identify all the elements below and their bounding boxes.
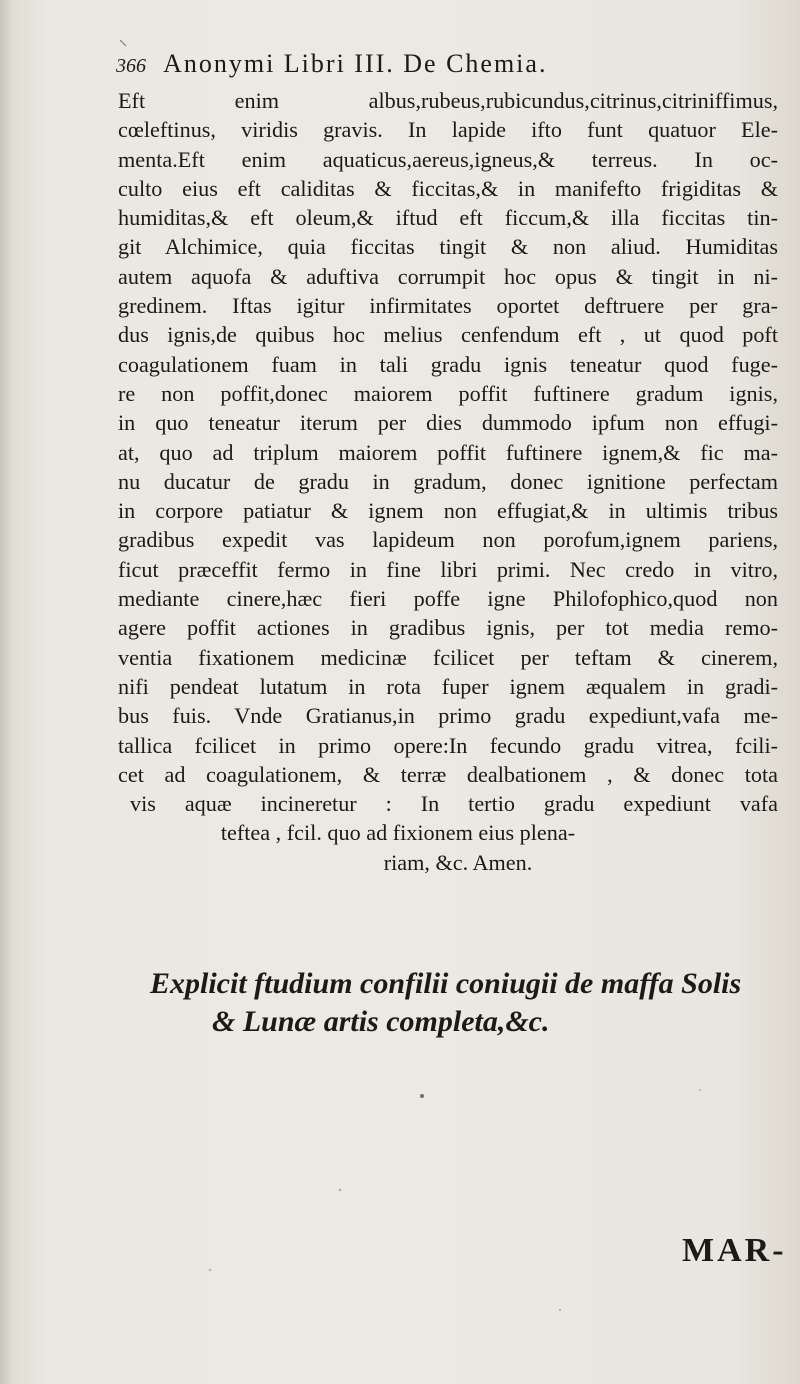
text-line: vis aquæ incineretur : In tertio gradu expediunt vafa <box>130 791 778 817</box>
text-line: gradibus expedit vas lapideum non porofum,ignem pariens, <box>118 527 778 553</box>
text-line: menta.Eft enim aquaticus,aereus,igneus,& terreus. In oc- <box>118 146 778 172</box>
colophon-line: Explicit ftudium confilii coniugii de maffa Solis <box>150 967 742 1000</box>
text-line: dus ignis,de quibus hoc melius cenfendum eft , ut quod poft <box>118 322 778 348</box>
text-line: mediante cinere,hæc fieri poffe igne Philofophico,quod non <box>118 586 778 612</box>
text-line: Eft enim albus,rubeus,rubicundus,citrinus,citriniffimus, <box>118 88 778 113</box>
text-line: riam, &c. Amen. <box>383 849 533 875</box>
text-line: autem aquofa & aduftiva corrumpit hoc opus & tingit in ni- <box>118 263 778 289</box>
text-line: nifi pendeat lutatum in rota fuper ignem æqualem in gradi- <box>118 673 778 699</box>
running-head-title: Anonymi Libri III. De Chemia. <box>163 49 548 78</box>
text-line: coagulationem fuam in tali gradu ignis teneatur quod fuge- <box>118 351 778 377</box>
text-line: in corpore patiatur & ignem non effugiat,& in ultimis tribus <box>118 498 778 524</box>
text-line: git Alchimice, quia ficcitas tingit & non aliud. Humiditas <box>118 234 778 260</box>
text-line: tallica fcilicet in primo opere:In fecundo gradu vitrea, fcili- <box>118 732 778 758</box>
text-line: culto eius eft caliditas & ficcitas,& in manifefto frigiditas & <box>118 175 778 201</box>
colophon-line: & Lunæ artis completa,&c. <box>212 1005 550 1038</box>
text-line: re non poffit,donec maiorem poffit fuftinere gradum ignis, <box>118 380 778 406</box>
text-line: cet ad coagulationem, & terræ dealbationem , & donec tota <box>118 761 778 787</box>
text-line: agere poffit actiones in gradibus ignis, per tot media remo- <box>118 615 778 641</box>
text-line: humiditas,& eft oleum,& iftud eft ficcum,& illa ficcitas tin- <box>118 205 778 231</box>
text-line: bus fuis. Vnde Gratianus,in primo gradu expediunt,vafa me- <box>118 703 778 729</box>
text-line: at, quo ad triplum maiorem poffit fuftinere ignem,& fic ma- <box>118 439 778 465</box>
text-line: cœleftinus, viridis gravis. In lapide ifto funt quatuor Ele- <box>118 117 778 143</box>
text-line: ficut præceffit fermo in fine libri primi. Nec credo in vitro, <box>118 556 778 582</box>
text-line: ventia fixationem medicinæ fcilicet per teftam & cinerem, <box>118 644 778 670</box>
text-line: teftea , fcil. quo ad fixionem eius plena- <box>220 820 576 846</box>
catchword: MAR- <box>682 1232 787 1269</box>
text-line: gredinem. Iftas igitur infirmitates oportet deftruere per gra- <box>118 293 778 319</box>
text-line: in quo teneatur iterum per dies dummodo ipfum non effugi- <box>118 410 778 436</box>
folio-number: 366 <box>116 55 146 77</box>
text-line: nu ducatur de gradu in gradum, donec ignitione perfectam <box>118 468 778 494</box>
